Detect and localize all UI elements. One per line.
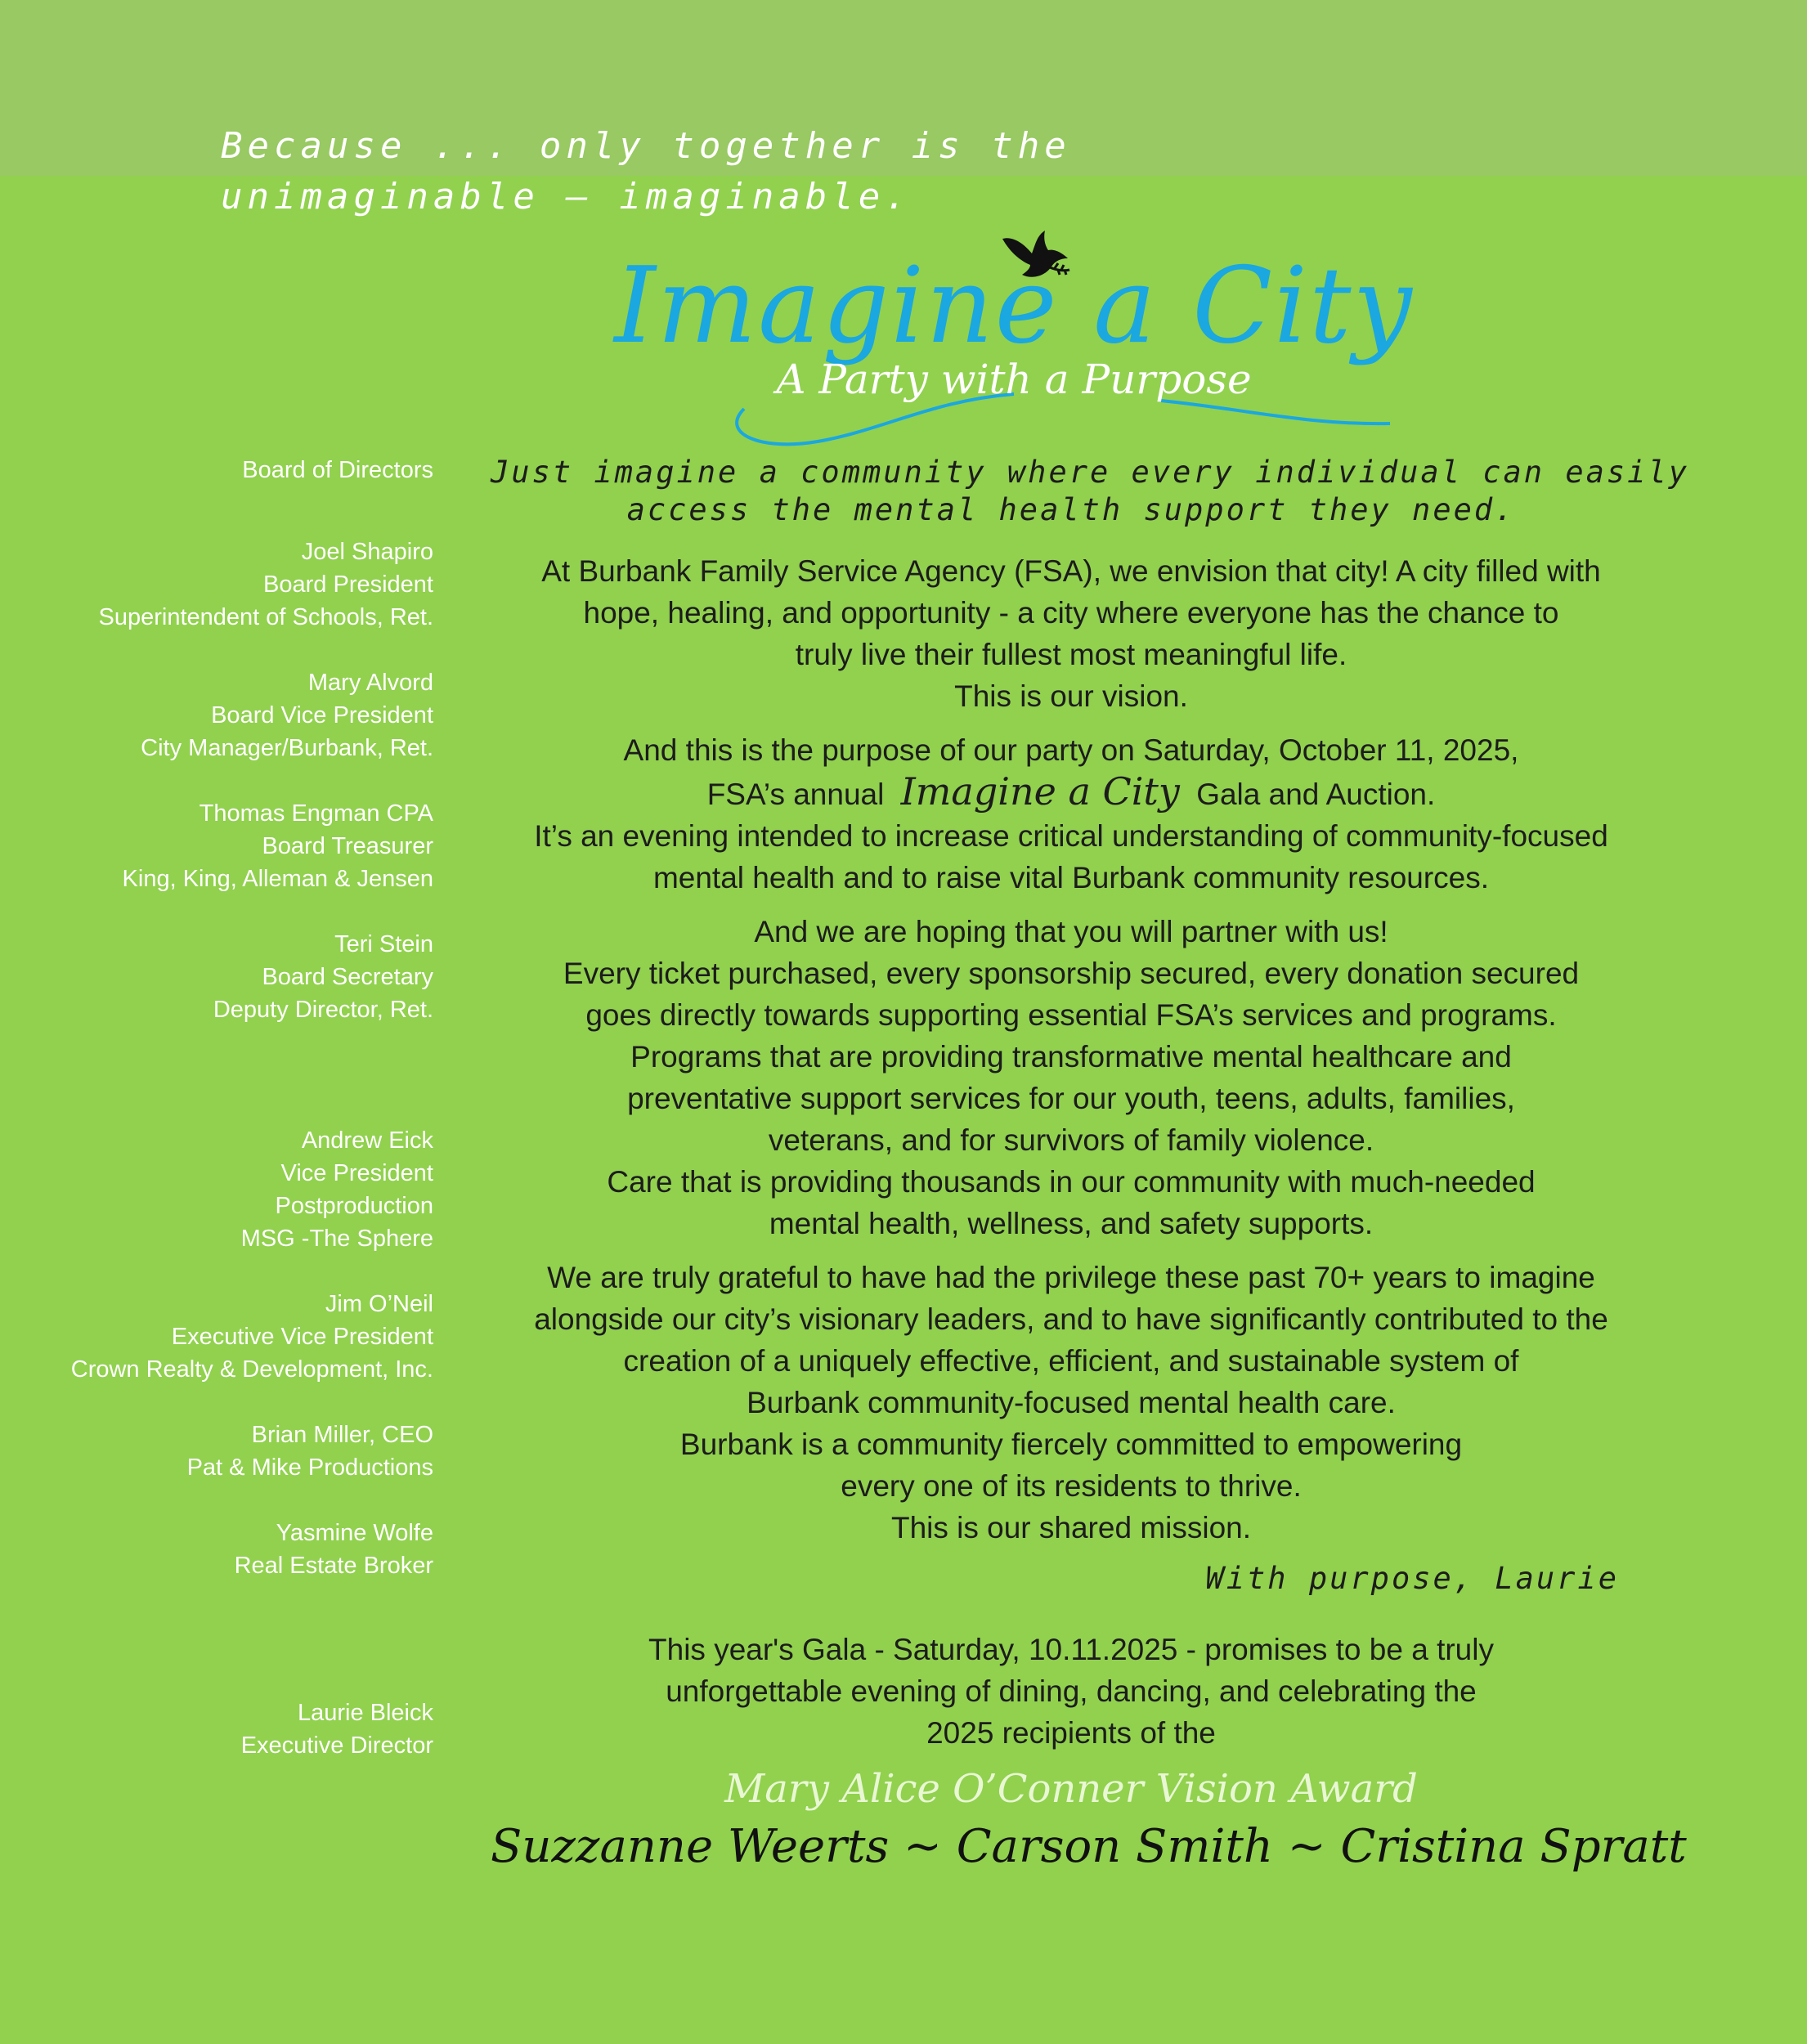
text-line: And we are hoping that you will partner with us! (754, 915, 1388, 948)
text-line: veterans, and for survivors of family violence. (768, 1123, 1374, 1157)
member-title: Board Vice President (211, 702, 433, 728)
member-name: Joel Shapiro (301, 539, 433, 565)
text-line: hope, healing, and opportunity - a city where everyone has the chance to (583, 596, 1559, 630)
logo-subtitle: A Party with a Purpose (776, 356, 1252, 403)
event-name-script: Imagine a City (900, 769, 1180, 814)
member-name: Laurie Bleick (297, 1700, 433, 1726)
text-line (491, 771, 1652, 815)
intro-line: Just imagine a community where every individual can easily (491, 455, 1690, 490)
text-line: mental health and to raise vital Burbank community resources. (652, 861, 1490, 894)
text-line: every one of its residents to thrive. (841, 1469, 1302, 1503)
award-recipients: Suzzanne Weerts ~ Carson Smith ~ Cristina Spratt (491, 1820, 1687, 1873)
member-title: Board President (263, 572, 433, 598)
intro-line: access the mental health support they need. (626, 492, 1516, 527)
text-line: We are truly grateful to have had the privilege these past 70+ years to imagine (547, 1261, 1595, 1294)
board-member (0, 666, 433, 764)
member-name: Mary Alvord (307, 670, 433, 696)
member-org: City Manager/Burbank, Ret. (141, 735, 433, 761)
member-name: Yasmine Wolfe (276, 1520, 433, 1546)
member-name: Jim O’Neil (325, 1291, 433, 1317)
sidebar-heading: Board of Directors (242, 457, 433, 483)
text-line: creation of a uniquely effective, efficient, and sustainable system of (623, 1344, 1519, 1378)
board-member (0, 1517, 433, 1582)
member-org: MSG -The Sphere (240, 1226, 433, 1252)
executive-director (0, 1697, 433, 1762)
text-line: This year's Gala - Saturday, 10.11.2025 - promises to be a truly (648, 1633, 1494, 1666)
text-line: This is our vision. (954, 679, 1188, 713)
text-line: And this is the purpose of our party on Saturday, October 11, 2025, (623, 733, 1519, 767)
text-line: alongside our city’s visionary leaders, and to have significantly contributed to the (534, 1302, 1608, 1336)
purpose-paragraph (491, 729, 1652, 899)
board-member (0, 1124, 433, 1255)
text-line: This is our shared mission. (890, 1511, 1252, 1544)
text-line: Care that is providing thousands in our community with much-needed (607, 1165, 1536, 1199)
signoff: With purpose, Laurie (1205, 1561, 1619, 1596)
board-member (0, 1288, 433, 1386)
text-line: Burbank community-focused mental health care. (747, 1386, 1396, 1419)
tagline (221, 121, 1071, 222)
member-title: Board Secretary (262, 964, 433, 990)
letter-body (491, 454, 1690, 1873)
award-title: Mary Alice O’Conner Vision Award (724, 1766, 1418, 1812)
text-line: Programs that are providing transformative mental healthcare and (630, 1040, 1512, 1074)
text-line: truly live their fullest most meaningful life. (795, 638, 1347, 671)
text-fragment: FSA’s annual (706, 778, 885, 811)
text-line: mental health, wellness, and safety supports. (769, 1207, 1374, 1240)
mission-paragraph (491, 1257, 1652, 1549)
board-member (0, 1419, 433, 1484)
board-member (0, 536, 433, 634)
member-name: Teri Stein (334, 931, 433, 957)
member-title: Executive Director (240, 1732, 433, 1759)
text-line: It’s an evening intended to increase critical understanding of community-focused (534, 819, 1608, 853)
text-line: Every ticket purchased, every sponsorship secured, every donation secured (563, 957, 1580, 990)
event-logo (605, 221, 1423, 450)
member-name: Brian Miller, CEO (251, 1422, 433, 1448)
text-line: preventative support services for our youth, teens, adults, families, (627, 1082, 1515, 1115)
member-title: Vice President (280, 1160, 433, 1186)
member-org: Pat & Mike Productions (186, 1455, 433, 1481)
gala-paragraph (491, 1629, 1652, 1754)
vision-paragraph (491, 550, 1652, 717)
board-member (0, 797, 433, 895)
text-line: Burbank is a community fiercely committed to empowering (679, 1428, 1463, 1461)
text-line: At Burbank Family Service Agency (FSA), we envision that city! A city filled with (541, 554, 1601, 588)
text-fragment: Gala and Auction. (1196, 778, 1436, 811)
tagline-line: unimaginable — imaginable. (221, 176, 912, 217)
member-org: Superintendent of Schools, Ret. (98, 604, 433, 630)
board-sidebar (0, 454, 433, 1795)
member-org: Crown Realty & Development, Inc. (70, 1356, 433, 1383)
member-name: Thomas Engman CPA (199, 800, 433, 827)
text-line: unforgettable evening of dining, dancing, and celebrating the (666, 1674, 1477, 1708)
member-title: Board Treasurer (262, 833, 433, 859)
member-org: King, King, Alleman & Jensen (122, 866, 433, 892)
member-title: Real Estate Broker (234, 1553, 433, 1579)
intro-statement (491, 454, 1690, 529)
member-name: Andrew Eick (301, 1127, 433, 1154)
partner-paragraph (491, 911, 1652, 1244)
tagline-line: Because ... only together is the (221, 125, 1071, 167)
text-line: 2025 recipients of the (926, 1716, 1216, 1750)
text-line: goes directly towards supporting essential FSA’s services and programs. (585, 998, 1557, 1032)
member-org: Deputy Director, Ret. (213, 997, 433, 1023)
logo-title: Imagine a City (614, 245, 1414, 367)
board-member (0, 928, 433, 1026)
member-title: Executive Vice President (171, 1324, 433, 1350)
member-dept: Postproduction (275, 1193, 433, 1219)
